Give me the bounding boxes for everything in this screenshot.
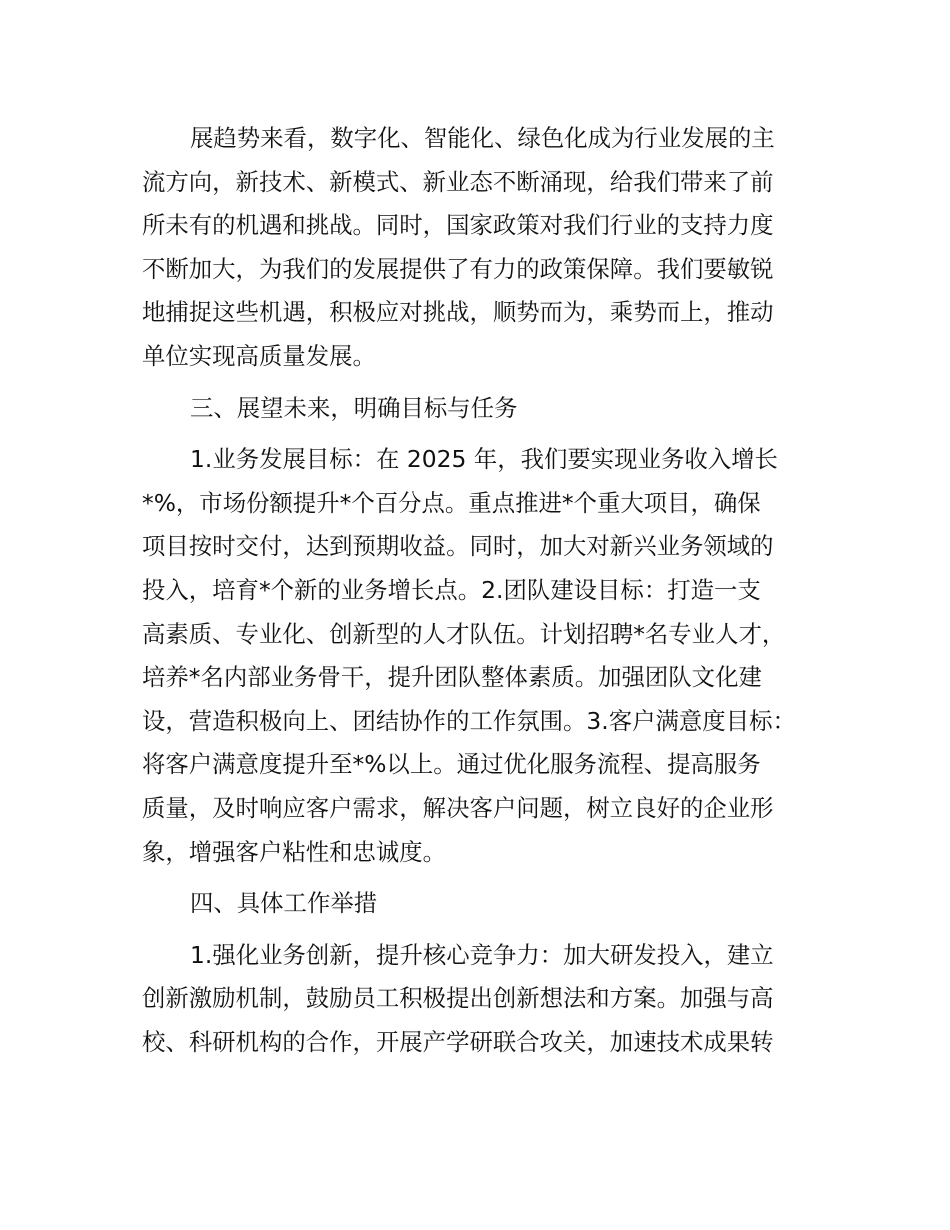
paragraph-measures: [142, 934, 832, 1065]
paragraph-spacer: [142, 926, 832, 934]
text-line: 将客户满意度提升至*%以上。通过优化服务流程、提高服务: [142, 750, 761, 779]
text-line: 1.强化业务创新，提升核心竞争力：加大研发投入，建立: [190, 940, 774, 969]
paragraph-spacer: [142, 430, 832, 438]
paragraph-spacer: [142, 874, 832, 882]
paragraph-spacer: [142, 379, 832, 387]
text-line: 培养*名内部业务骨干，提升团队整体素质。加强团队文化建: [142, 663, 762, 692]
text-line: 所未有的机遇和挑战。同时，国家政策对我们行业的支持力度: [142, 211, 774, 240]
text-line: 地捕捉这些机遇，积极应对挑战，顺势而为，乘势而上，推动: [142, 298, 774, 327]
text-line: 创新激励机制，鼓励员工积极提出创新想法和方案。加强与高: [142, 984, 774, 1013]
text-line: 高素质、专业化、创新型的人才队伍。计划招聘*名专业人才，: [142, 619, 786, 648]
section-heading-4: [142, 882, 832, 926]
text-line: 设，营造积极向上、团结协作的工作氛围。3.客户满意度目标：: [142, 706, 796, 735]
text-line: 单位实现高质量发展。: [142, 341, 376, 370]
section-heading-3: [142, 387, 832, 431]
paragraph-goals: [142, 438, 832, 874]
paragraph-trend-analysis: [142, 117, 832, 379]
text-line: 1.业务发展目标：在 2025 年，我们要实现业务收入增长: [190, 445, 778, 474]
text-line: 不断加大，为我们的发展提供了有力的政策保障。我们要敏锐: [142, 254, 774, 283]
text-line: 校、科研机构的合作，开展产学研联合攻关，加速技术成果转: [142, 1027, 774, 1056]
text-line: 项目按时交付，达到预期收益。同时，加大对新兴业务领域的: [142, 532, 774, 561]
text-line: *%，市场份额提升*个百分点。重点推进*个重大项目，确保: [142, 488, 761, 517]
section-heading-text: 四、具体工作举措: [190, 889, 378, 918]
text-line: 象，增强客户粘性和忠诚度。: [142, 837, 447, 866]
text-line: 投入，培育*个新的业务增长点。2.团队建设目标：打造一支: [142, 575, 761, 604]
text-line: 展趋势来看，数字化、智能化、绿色化成为行业发展的主: [190, 124, 775, 152]
document-body: [142, 117, 832, 1064]
text-line: 质量，及时响应客户需求，解决客户问题，树立良好的企业形: [142, 793, 774, 822]
text-line: 流方向，新技术、新模式、新业态不断涌现，给我们带来了前: [142, 167, 774, 196]
section-heading-text: 三、展望未来，明确目标与任务: [190, 393, 518, 422]
